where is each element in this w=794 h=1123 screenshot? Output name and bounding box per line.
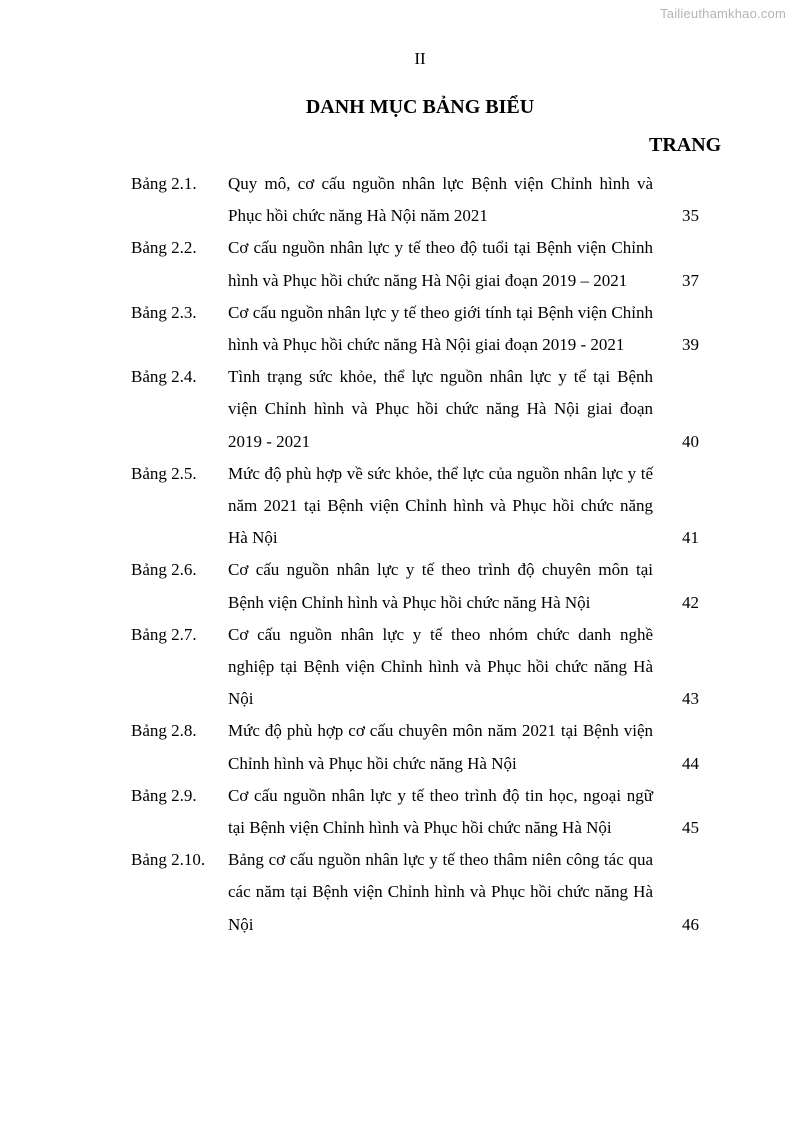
page-number: II — [414, 49, 426, 68]
page-ref: 37 — [682, 270, 699, 290]
page-ref: 42 — [682, 592, 699, 612]
page-ref: 43 — [682, 689, 699, 709]
page-ref: 45 — [682, 818, 699, 838]
table-label: Bảng 2.1. — [131, 174, 197, 193]
list-item — [0, 168, 794, 232]
table-label: Bảng 2.6. — [131, 560, 197, 580]
watermark: Tailieuthamkhao.com — [660, 6, 786, 21]
page-ref: 39 — [682, 335, 699, 355]
list-item — [0, 297, 794, 361]
table-title: Cơ cấu nguồn nhân lực y tế theo trình độ chuyên môn tại Bệnh viện Chỉnh hình và Phục hồi chức năng Hà Nội — [228, 560, 653, 612]
table-title: Tình trạng sức khỏe, thể lực nguồn nhân lực y tế tại Bệnh viện Chỉnh hình và Phục hồi chức năng Hà Nội giai đoạn 2019 - 2021 — [228, 367, 653, 451]
table-label: Bảng 2.10. — [131, 850, 206, 870]
list-item — [0, 780, 794, 844]
table-label: Bảng 2.8. — [131, 721, 197, 741]
table-label: Bảng 2.5. — [131, 463, 197, 483]
page-ref: 44 — [682, 753, 699, 773]
table-title: Mức độ phù hợp về sức khỏe, thể lực của nguồn nhân lực y tế năm 2021 tại Bệnh viện Chỉnh hình và Phục hồi chức năng Hà Nội — [228, 463, 653, 548]
table-label: Bảng 2.4. — [131, 367, 197, 387]
list-item — [0, 844, 794, 941]
table-title: Mức độ phù hợp cơ cấu chuyên môn năm 2021 tại Bệnh viện Chỉnh hình và Phục hồi chức năng Hà Nội — [228, 721, 653, 773]
table-title: Bảng cơ cấu nguồn nhân lực y tế theo thâm niên công tác qua các năm tại Bệnh viện Chỉnh hình và Phục hồi chức năng Hà Nội — [228, 850, 653, 934]
table-title: Cơ cấu nguồn nhân lực y tế theo độ tuổi tại Bệnh viện Chỉnh hình và Phục hồi chức năng Hà Nội giai đoạn 2019 – 2021 — [228, 238, 653, 290]
list-item — [0, 458, 794, 555]
table-title: Cơ cấu nguồn nhân lực y tế theo nhóm chức danh nghề nghiệp tại Bệnh viện Chỉnh hình và Phục hồi chức năng Hà Nội — [228, 624, 653, 709]
page-ref: 46 — [682, 914, 699, 934]
table-label: Bảng 2.3. — [131, 302, 197, 322]
list-item — [0, 361, 794, 458]
page-ref: 41 — [682, 528, 699, 548]
list-item — [0, 554, 794, 618]
page-ref: 40 — [682, 431, 699, 451]
page-title: DANH MỤC BẢNG BIỂU — [305, 96, 535, 118]
list-item — [0, 232, 794, 296]
list-item — [0, 715, 794, 779]
page-column-header: TRANG — [649, 134, 722, 156]
table-label: Bảng 2.9. — [131, 785, 197, 805]
table-list — [0, 168, 794, 941]
page-ref: 35 — [682, 206, 699, 226]
list-item — [0, 619, 794, 716]
table-title: Quy mô, cơ cấu nguồn nhân lực Bệnh viện Chỉnh hình và Phục hồi chức năng Hà Nội năm 2021 — [228, 174, 653, 226]
table-label: Bảng 2.2. — [131, 238, 197, 258]
table-label: Bảng 2.7. — [131, 624, 197, 644]
table-title: Cơ cấu nguồn nhân lực y tế theo giới tính tại Bệnh viện Chỉnh hình và Phục hồi chức năng Hà Nội giai đoạn 2019 - 2021 — [228, 302, 653, 355]
table-title: Cơ cấu nguồn nhân lực y tế theo trình độ tin học, ngoại ngữ tại Bệnh viện Chỉnh hình và Phục hồi chức năng Hà Nội — [228, 785, 653, 838]
